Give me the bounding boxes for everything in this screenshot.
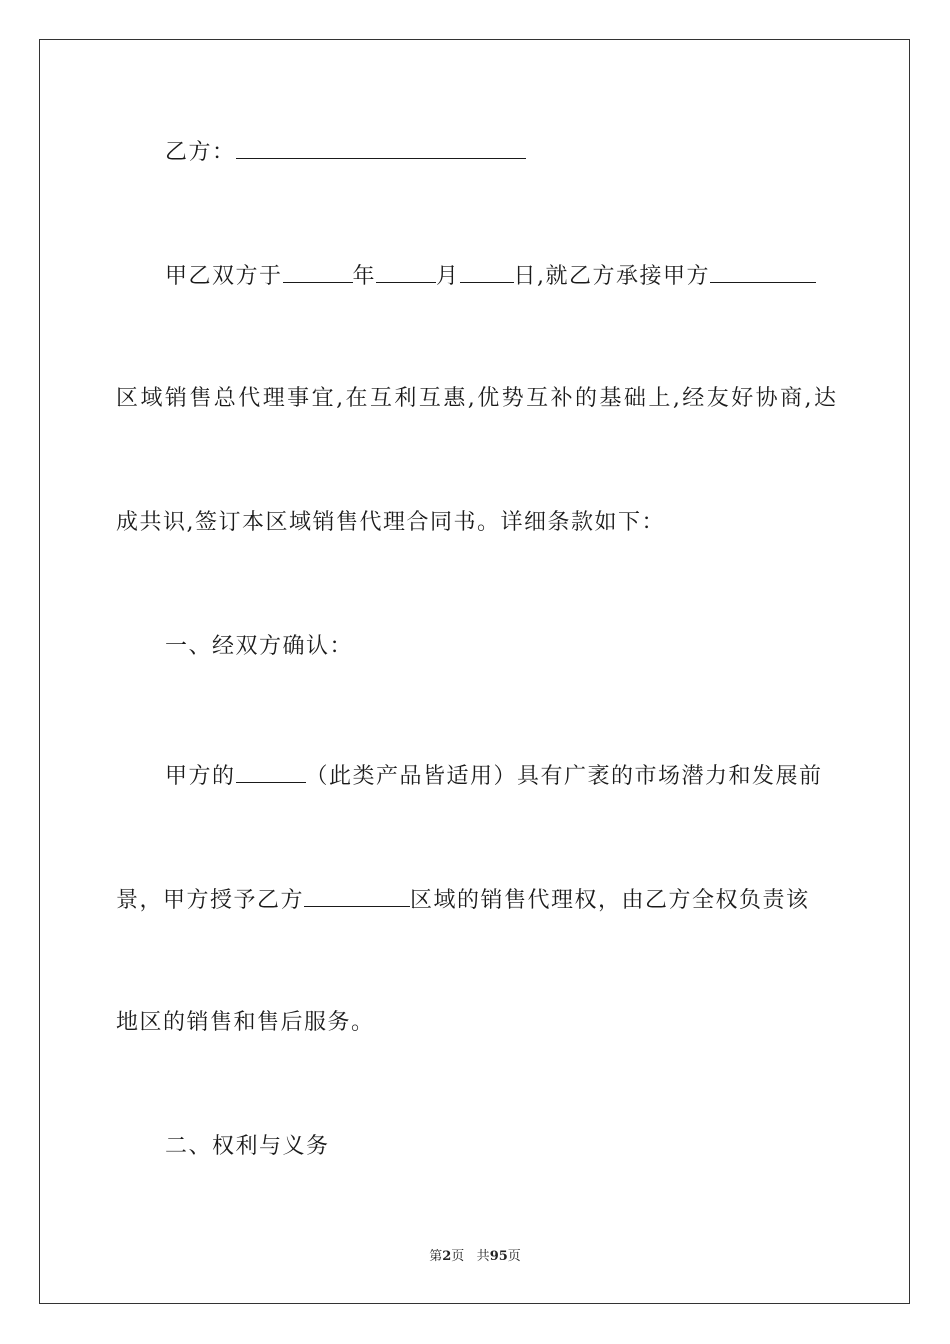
para2-line1 [165,760,835,792]
para2-line3: 地区的销售和售后服务。 [116,1010,375,1035]
para2-line2 [116,884,836,916]
day-label: 日,就乙方承接甲方 [513,264,711,289]
page-number: 2 [442,1249,452,1264]
para1-line2: 区域销售总代理事宜,在互利互惠,优势互补的基础上,经友好协商,达 [116,386,836,411]
day-blank[interactable] [460,260,514,283]
page-suffix: 页 [451,1249,465,1264]
total-pages: 95 [489,1249,508,1264]
para1-line3: 成共识,签订本区域销售代理合同书。详细条款如下： [116,510,665,535]
year-blank[interactable] [283,260,353,283]
para2-rest: （此类产品皆适用）具有广袤的市场潜力和发展前 [305,764,823,789]
section2-title: 二、权利与义务 [165,1134,330,1159]
region-blank-1[interactable] [710,260,816,283]
total-suffix: 页 [507,1249,521,1264]
para1-line1 [165,260,835,292]
para1-start: 甲乙双方于 [165,264,283,289]
para2-start: 甲方的 [165,764,236,789]
month-blank[interactable] [376,260,436,283]
para2-line2-rest: 区域的销售代理权，由乙方全权负责该 [410,888,810,913]
month-label: 月 [436,264,460,289]
year-label: 年 [352,264,377,289]
party-b-line [165,136,885,168]
section1-title: 一、经双方确认： [165,634,354,659]
page-footer [0,1248,950,1266]
region-blank-2[interactable] [304,884,410,907]
product-blank[interactable] [236,760,306,783]
page-prefix: 第 [429,1249,443,1264]
page-border [39,39,910,1304]
para2-line2-start: 景，甲方授予乙方 [116,888,305,913]
party-b-blank[interactable] [236,136,526,159]
party-b-label: 乙方： [165,140,236,165]
total-prefix: 共 [476,1249,490,1264]
